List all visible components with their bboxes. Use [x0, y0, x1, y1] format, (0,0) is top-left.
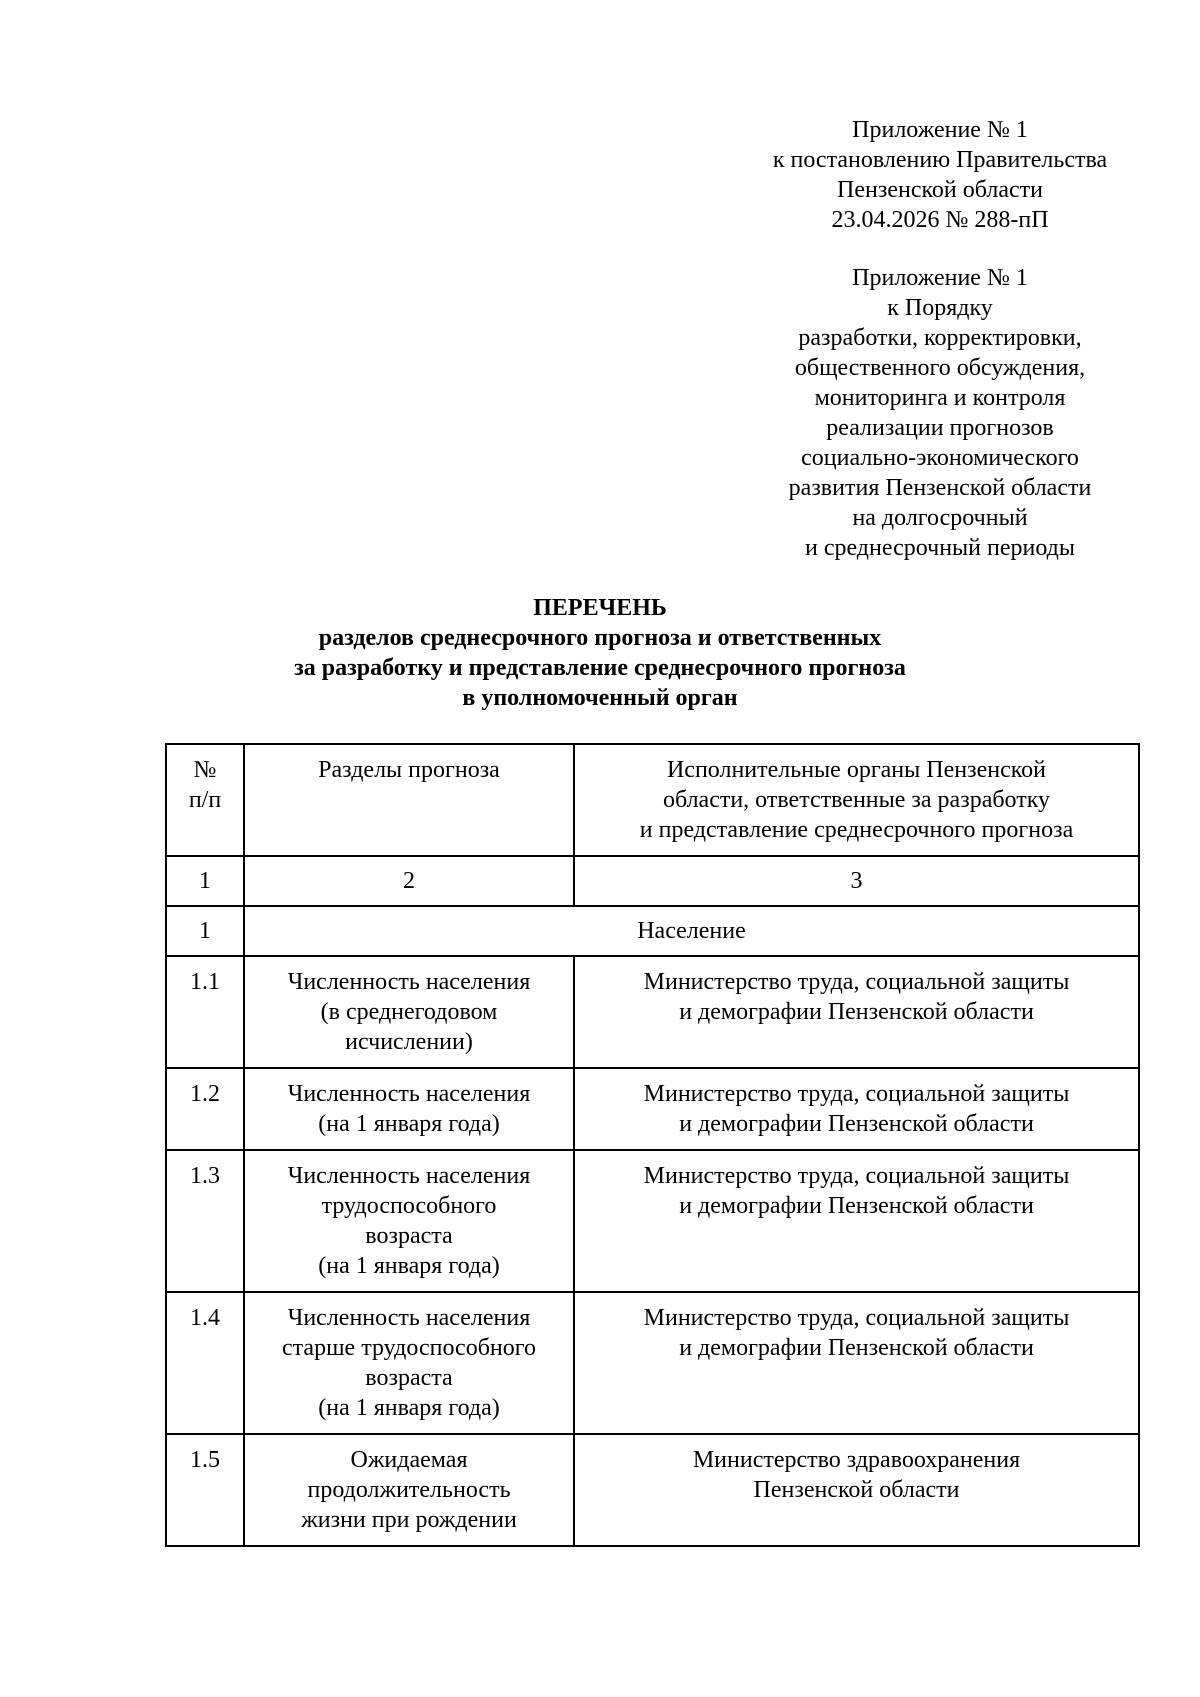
row-section: [244, 1068, 574, 1150]
row-section-line: жизни при рождении: [301, 1507, 517, 1533]
row-section-line: (на 1 января года): [318, 1395, 500, 1421]
row-responsible-line: Министерство труда, социальной защиты: [643, 1305, 1070, 1331]
row-number: 1.4: [166, 1292, 244, 1434]
annex-header-date: 23.04.2026 № 288-пП: [831, 207, 1049, 233]
header-responsible: [574, 744, 1139, 856]
annex-order-line: Приложение № 1: [852, 265, 1028, 291]
column-numbers-row: [166, 856, 1139, 906]
annex-order-line: и среднесрочный периоды: [804, 535, 1076, 561]
column-number: 3: [574, 856, 1139, 906]
title-line: в уполномоченный орган: [462, 685, 738, 711]
row-section-line: возраста: [365, 1365, 453, 1391]
header-number: [166, 744, 244, 856]
forecast-sections-table: [165, 743, 1140, 1547]
row-responsible-line: и демографии Пензенской области: [679, 1111, 1034, 1137]
row-responsible-line: Министерство труда, социальной защиты: [643, 1163, 1070, 1189]
header-sections-line: Разделы прогноза: [318, 757, 500, 783]
row-section: [244, 1292, 574, 1434]
title-line: разделов среднесрочного прогноза и ответственных: [318, 625, 882, 651]
title-heading: ПЕРЕЧЕНЬ: [533, 595, 667, 621]
row-responsible: [574, 1068, 1139, 1150]
annex-order-line: мониторинга и контроля: [814, 385, 1066, 411]
row-section-line: Численность населения: [287, 1163, 531, 1189]
document-title: [150, 593, 1050, 713]
header-responsible-line: Исполнительные органы Пензенской: [666, 757, 1047, 783]
row-section-line: исчислении): [345, 1029, 473, 1055]
table-row: [166, 1068, 1139, 1150]
annex-header-line: Приложение № 1: [852, 117, 1028, 143]
row-number: 1.2: [166, 1068, 244, 1150]
annex-header-line: Пензенской области: [837, 177, 1043, 203]
annex-header-line: к постановлению Правительства: [772, 147, 1108, 173]
header-sections: [244, 744, 574, 856]
row-section: [244, 1434, 574, 1546]
table-row: [166, 1434, 1139, 1546]
annex-order-line: на долгосрочный: [852, 505, 1028, 531]
row-number: 1.3: [166, 1150, 244, 1292]
annex-order-line: общественного обсуждения,: [794, 355, 1086, 381]
annex-order-line: разработки, корректировки,: [798, 325, 1082, 351]
row-number: 1.5: [166, 1434, 244, 1546]
row-responsible: [574, 1434, 1139, 1546]
row-section: [244, 1150, 574, 1292]
annex-order-line: к Порядку: [887, 295, 993, 321]
table-row: [166, 1292, 1139, 1434]
row-section-line: трудоспособного: [321, 1193, 497, 1219]
section-name: Население: [244, 906, 1139, 956]
row-responsible-line: Министерство труда, социальной защиты: [643, 1081, 1070, 1107]
row-section-line: Численность населения: [287, 1305, 531, 1331]
row-responsible-line: и демографии Пензенской области: [679, 1335, 1034, 1361]
header-number-line: п/п: [188, 787, 222, 813]
row-responsible: [574, 1292, 1139, 1434]
row-section-line: продолжительность: [307, 1477, 511, 1503]
row-section-line: старше трудоспособного: [281, 1335, 537, 1361]
table-row: [166, 1150, 1139, 1292]
row-responsible-line: Пензенской области: [753, 1477, 960, 1503]
annex-order-line: социально-экономического: [801, 445, 1079, 471]
row-section-line: Численность населения: [287, 1081, 531, 1107]
row-section-line: возраста: [365, 1223, 453, 1249]
annex-order-line: реализации прогнозов: [826, 415, 1054, 441]
row-responsible-line: Министерство труда, социальной защиты: [643, 969, 1070, 995]
header-number-line: №: [193, 757, 217, 783]
column-number: 2: [244, 856, 574, 906]
row-responsible-line: и демографии Пензенской области: [679, 999, 1034, 1025]
annex-order-block: [700, 263, 1180, 563]
row-section-line: Численность населения: [287, 969, 531, 995]
row-section-line: Ожидаемая: [350, 1447, 468, 1473]
row-section-line: (на 1 января года): [318, 1111, 500, 1137]
table-row: [166, 956, 1139, 1068]
row-responsible: [574, 956, 1139, 1068]
row-responsible: [574, 1150, 1139, 1292]
row-responsible-line: и демографии Пензенской области: [679, 1193, 1034, 1219]
header-responsible-line: и представление среднесрочного прогноза: [639, 817, 1074, 843]
section-row: [166, 906, 1139, 956]
row-responsible-line: Министерство здравоохранения: [692, 1447, 1021, 1473]
section-number: 1: [166, 906, 244, 956]
row-section-line: (в среднегодовом: [320, 999, 498, 1025]
table-header-row: [166, 744, 1139, 856]
annex-order-line: развития Пензенской области: [788, 475, 1092, 501]
row-section: [244, 956, 574, 1068]
column-number: 1: [166, 856, 244, 906]
annex-header-block: [700, 115, 1180, 235]
title-line: за разработку и представление среднесрочного прогноза: [294, 655, 906, 681]
row-number: 1.1: [166, 956, 244, 1068]
header-responsible-line: области, ответственные за разработку: [662, 787, 1051, 813]
row-section-line: (на 1 января года): [318, 1253, 500, 1279]
